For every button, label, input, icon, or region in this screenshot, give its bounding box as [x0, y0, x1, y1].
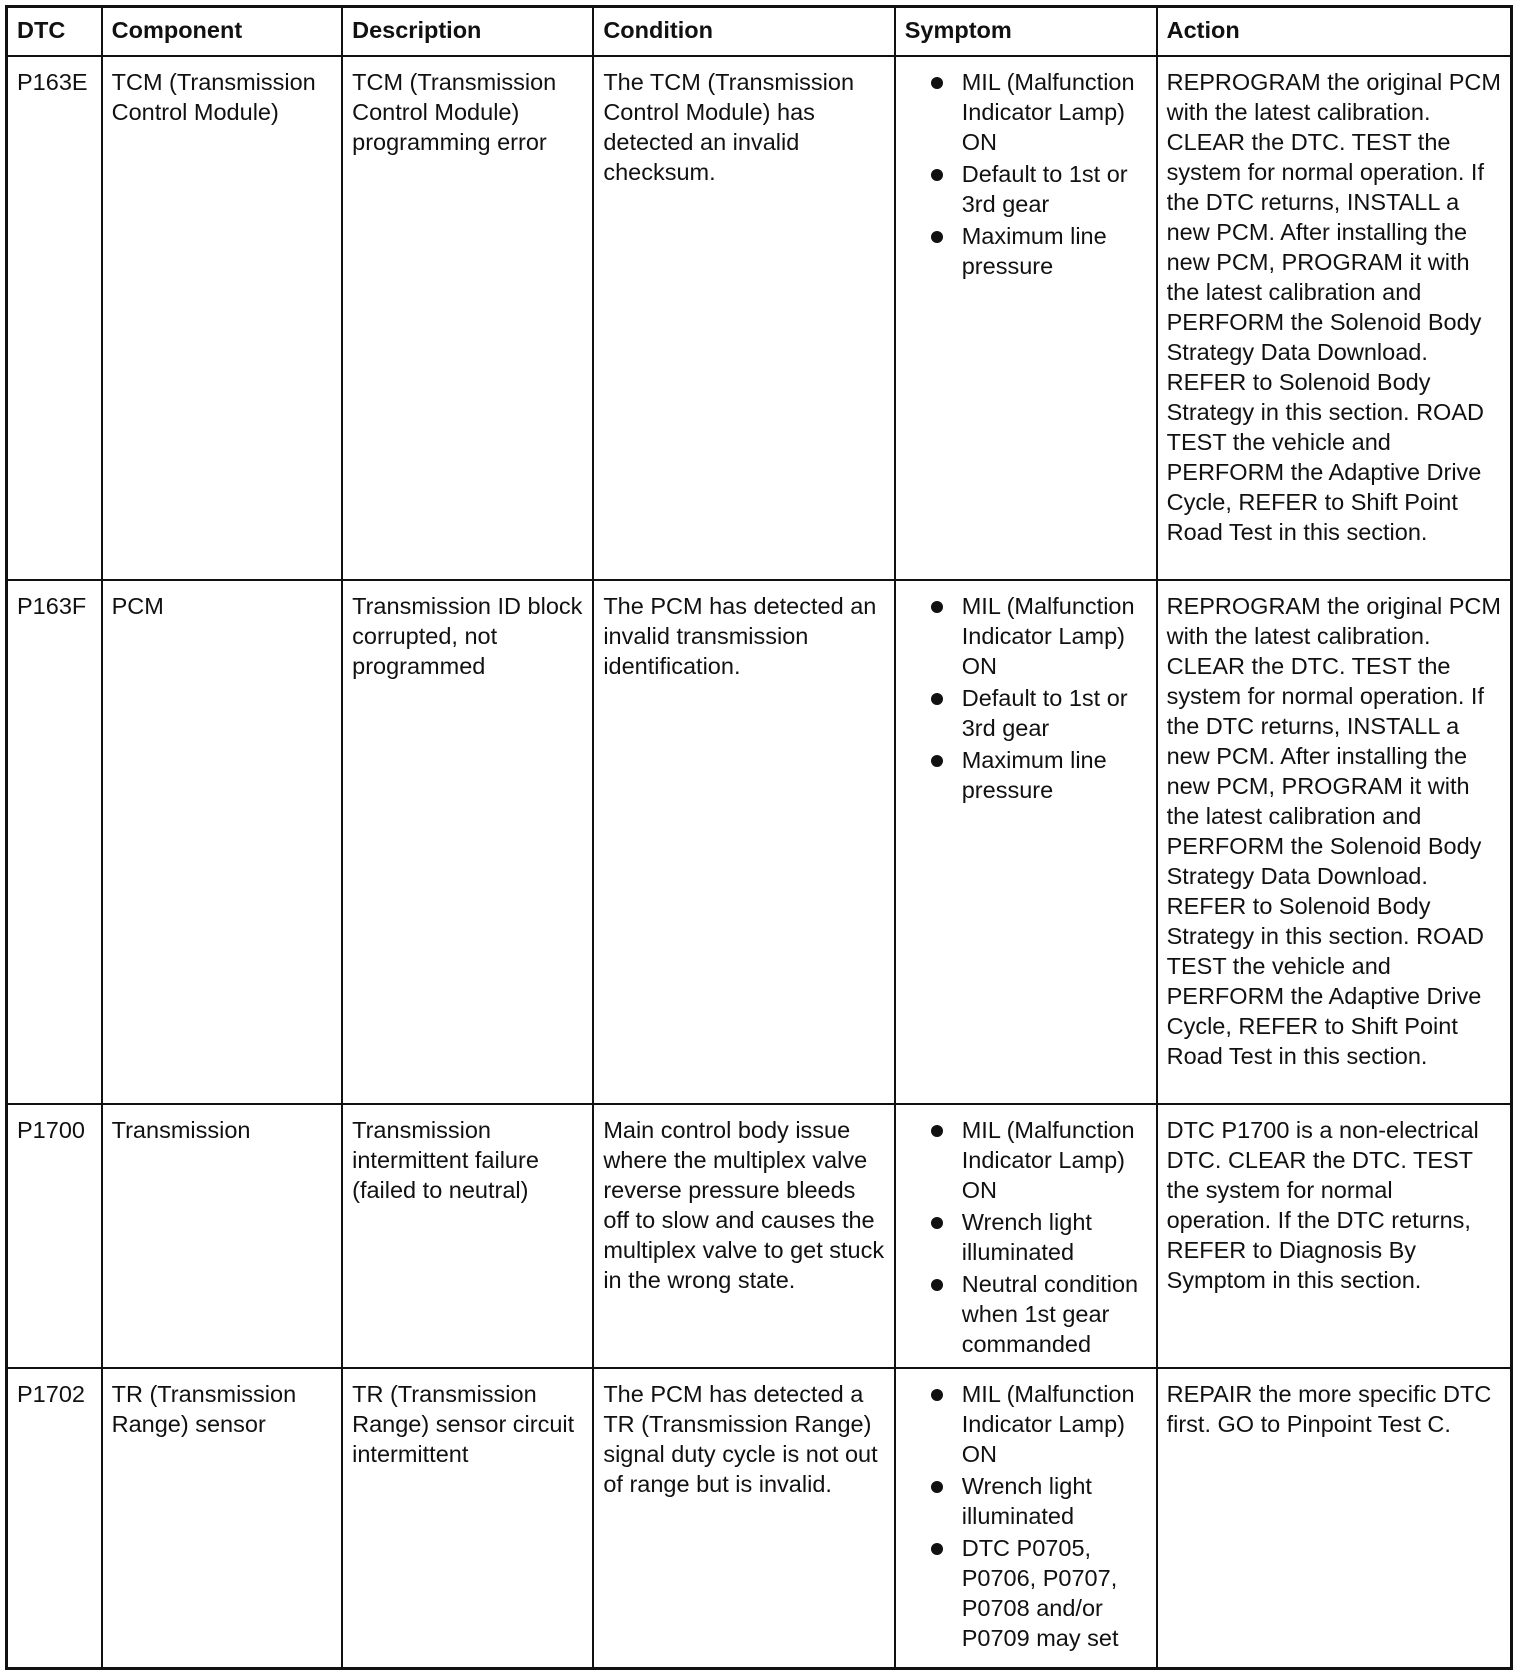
condition-cell: Main control body issue where the multiplex valve reverse pressure bleeds off to slow and causes the multiplex valve to get stuck in the wrong state.: [593, 1104, 894, 1368]
component-cell: PCM: [102, 580, 343, 1104]
symptom-item: [905, 683, 1148, 743]
symptom-list: [905, 67, 1148, 281]
bullet-icon: [931, 1389, 943, 1401]
symptom-item: [905, 67, 1148, 157]
symptom-text: Wrench light illuminated: [961, 1473, 1092, 1530]
symptom-cell: [895, 580, 1157, 1104]
table-row: [7, 1104, 1512, 1368]
dtc-code: P163E: [7, 56, 102, 580]
symptom-cell: [895, 56, 1157, 580]
symptom-text: Neutral condition when 1st gear commanded: [961, 1271, 1139, 1358]
dtc-code: P1700: [7, 1104, 102, 1368]
symptom-list: [905, 1115, 1148, 1359]
bullet-icon: [931, 231, 943, 243]
component-cell: TCM (Transmission Control Module): [102, 56, 343, 580]
bullet-icon: [931, 1217, 943, 1229]
symptom-item: [905, 1533, 1148, 1653]
description-cell: TCM (Transmission Control Module) programming error: [342, 56, 593, 580]
action-cell: REPROGRAM the original PCM with the latest calibration. CLEAR the DTC. TEST the system for normal operation. If the DTC returns, INSTALL a new PCM. After installing the new PCM, PROGRAM it with the latest calibration and PERFORM the Solenoid Body Strategy Data Download. REFER to Solenoid Body Strategy in this section. ROAD TEST the vehicle and PERFORM the Adaptive Drive Cycle, REFER to Shift Point Road Test in this section.: [1157, 56, 1512, 580]
header-symptom: Symptom: [895, 7, 1157, 57]
bullet-icon: [931, 77, 943, 89]
component-cell: TR (Transmission Range) sensor: [102, 1368, 343, 1668]
symptom-text: Maximum line pressure: [961, 223, 1107, 279]
action-cell: REPROGRAM the original PCM with the latest calibration. CLEAR the DTC. TEST the system for normal operation. If the DTC returns, INSTALL a new PCM. After installing the new PCM, PROGRAM it with the latest calibration and PERFORM the Solenoid Body Strategy Data Download. REFER to Solenoid Body Strategy in this section. ROAD TEST the vehicle and PERFORM the Adaptive Drive Cycle, REFER to Shift Point Road Test in this section.: [1157, 580, 1512, 1104]
symptom-item: [905, 1207, 1148, 1267]
header-component: Component: [102, 7, 343, 57]
symptom-text: Default to 1st or 3rd gear: [961, 685, 1128, 742]
bullet-icon: [931, 693, 943, 705]
action-cell: REPAIR the more specific DTC first. GO to Pinpoint Test C.: [1157, 1368, 1512, 1668]
bullet-icon: [931, 1481, 943, 1493]
symptom-text: MIL (Malfunction Indicator Lamp) ON: [961, 69, 1135, 155]
symptom-cell: [895, 1368, 1157, 1668]
symptom-text: Maximum line pressure: [961, 747, 1107, 804]
symptom-text: Default to 1st or 3rd gear: [961, 161, 1128, 217]
symptom-item: [905, 159, 1148, 219]
header-condition: Condition: [593, 7, 894, 57]
description-cell: Transmission ID block corrupted, not programmed: [342, 580, 593, 1104]
header-dtc: DTC: [7, 7, 102, 57]
symptom-item: [905, 1115, 1148, 1205]
description-cell: TR (Transmission Range) sensor circuit intermittent: [342, 1368, 593, 1668]
condition-cell: The TCM (Transmission Control Module) has detected an invalid checksum.: [593, 56, 894, 580]
symptom-item: [905, 221, 1148, 281]
dtc-table: [5, 5, 1513, 1670]
symptom-text: MIL (Malfunction Indicator Lamp) ON: [961, 1117, 1135, 1204]
symptom-text: Wrench light illuminated: [961, 1209, 1092, 1266]
symptom-text: DTC P0705, P0706, P0707, P0708 and/or P0709 may set: [961, 1535, 1119, 1652]
header-row: [7, 7, 1512, 57]
condition-cell: The PCM has detected an invalid transmission identification.: [593, 580, 894, 1104]
symptom-item: [905, 591, 1148, 681]
symptom-cell: [895, 1104, 1157, 1368]
header-description: Description: [342, 7, 593, 57]
symptom-text: MIL (Malfunction Indicator Lamp) ON: [961, 1381, 1135, 1468]
symptom-item: [905, 745, 1148, 805]
bullet-icon: [931, 1279, 943, 1291]
symptom-text: MIL (Malfunction Indicator Lamp) ON: [961, 593, 1135, 680]
header-action: Action: [1157, 7, 1512, 57]
bullet-icon: [931, 169, 943, 181]
table-row: [7, 56, 1512, 580]
symptom-item: [905, 1471, 1148, 1531]
dtc-code: P1702: [7, 1368, 102, 1668]
bullet-icon: [931, 1543, 943, 1555]
table-row: [7, 1368, 1512, 1668]
bullet-icon: [931, 1125, 943, 1137]
bullet-icon: [931, 601, 943, 613]
description-cell: Transmission intermittent failure (failed to neutral): [342, 1104, 593, 1368]
symptom-list: [905, 591, 1148, 805]
condition-cell: The PCM has detected a TR (Transmission Range) signal duty cycle is not out of range but is invalid.: [593, 1368, 894, 1668]
symptom-list: [905, 1379, 1148, 1653]
table-row: [7, 580, 1512, 1104]
symptom-item: [905, 1379, 1148, 1469]
bullet-icon: [931, 755, 943, 767]
dtc-code: P163F: [7, 580, 102, 1104]
symptom-item: [905, 1269, 1148, 1359]
action-cell: DTC P1700 is a non-electrical DTC. CLEAR the DTC. TEST the system for normal operation. If the DTC returns, REFER to Diagnosis By Symptom in this section.: [1157, 1104, 1512, 1368]
component-cell: Transmission: [102, 1104, 343, 1368]
